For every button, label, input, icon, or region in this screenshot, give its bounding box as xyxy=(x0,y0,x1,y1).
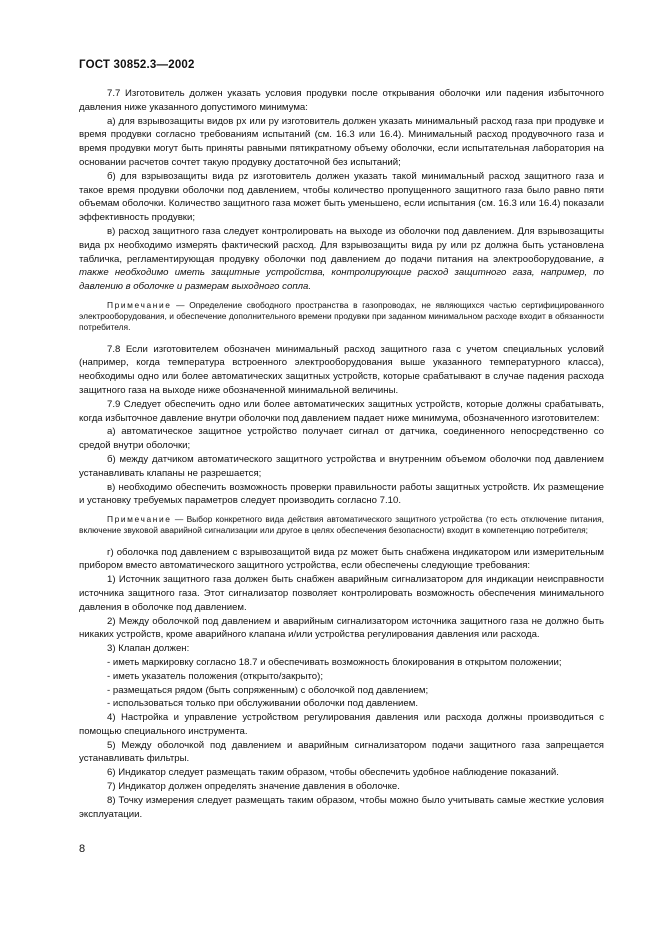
paragraph-7-7-a: а) для взрывозащиты видов px или py изготовитель должен указать минимальный расход газа при продувке и время продувки согласно требованиям испытаний (см. 16.3 или 16.4). Минимальный расход продувочного газа и время продувки могут быть приняты равными пятикратному объему оболочки, если испытательная лаборатория на основании расчетов сочтет такую продувку достаточной без испытаний; xyxy=(79,115,604,168)
note-1-text: — Определение свободного пространства в газопроводах, не являющихся частью сертифицированного электрооборудования, и обеспечение дополнительного времени продувки при заданном минимальном расходе входит в обязанности потребителя. xyxy=(79,299,604,333)
paragraph-g-8: 8) Точку измерения следует размещать таким образом, чтобы можно было учитывать самые жесткие условия эксплуатации. xyxy=(79,794,604,820)
paragraph-7-9-v: в) необходимо обеспечить возможность проверки правильности работы защитных устройств. Их размещение и установку требуемых параметров следует производить согласно 7.10. xyxy=(79,481,604,507)
paragraph-g-1: 1) Источник защитного газа должен быть снабжен аварийным сигнализатором для индикации неисправности источника защитного газа. Этот сигнализатор позволяет контролировать возможность обеспечения минимального давления в оболочке под давлением. xyxy=(79,574,604,613)
paragraph-7-7-v xyxy=(79,225,604,294)
paragraph-g-2: 2) Между оболочкой под давлением и аварийным сигнализатором источника защитного газа не должно быть никаких устройств, кроме аварийного клапана и/или устройства регулирования давления или расхода. xyxy=(79,615,604,641)
paragraph-g-3: 3) Клапан должен: xyxy=(107,643,190,655)
paragraph-g-6: 6) Индикатор следует размещать таким образом, чтобы обеспечить удобное наблюдение показаний. xyxy=(107,767,559,779)
paragraph-g: г) оболочка под давлением с взрывозащитой вида pz может быть снабжена индикатором или измерительным прибором вместо автоматического защитного устройства, если обеспечены следующие требования: xyxy=(79,546,604,572)
note-1 xyxy=(79,300,604,334)
paragraph-7-9-b: б) между датчиком автоматического защитного устройства и внутренним объемом оболочки под давлением устанавливать клапаны не разрешается; xyxy=(79,453,604,479)
paragraph-g-5: 5) Между оболочкой под давлением и аварийным сигнализатором подачи защитного газа запрещается устанавливать фильтры. xyxy=(79,739,604,765)
paragraph-7-7-v-text: в) расход защитного газа следует контролировать на выходе из оболочки под давлением. Для взрывозащиты вида px необходимо измерять фактический расход. Для взрывозащиты вида py или pz должна быть установлена табличка, регламентирующая продувку оболочки под давлением до подачи питания на электрооборудование, xyxy=(79,225,604,265)
document-header: ГОСТ 30852.3—2002 xyxy=(79,59,195,71)
paragraph-7-7-b: б) для взрывозащиты вида pz изготовитель должен указать такой минимальный расход защитного газа и такое время продувки оболочки под давлением, чтобы количество пропущенного защитного газа было равно пяти объемам оболочки. Количество защитного газа может быть уменьшено, если испытания (см. 16.3 или 16.4) показали эффективность продувки; xyxy=(79,170,604,224)
paragraph-7-7: 7.7 Изготовитель должен указать условия продувки после открывания оболочки или падения избыточного давления ниже указанного допустимого минимума: xyxy=(79,88,604,113)
valve-requirement-item: - иметь маркировку согласно 18.7 и обеспечивать возможность блокирования в открытом положении; xyxy=(107,656,562,668)
note-2-text: — Выбор конкретного вида действия автоматического защитного устройства (то есть отключение питания, включение звуковой аварийной сигнализации или другое в целях обеспечения безопасности) входит в компетенцию потребителя; xyxy=(79,514,604,536)
paragraph-7-9: 7.9 Следует обеспечить одно или более автоматических защитных устройств, которые должны срабатывать, когда избыточное давление внутри оболочки под давлением падает ниже минимума, обозначенного изготовителем: xyxy=(79,398,604,424)
valve-requirement-item: - использоваться только при обслуживании оболочки под давлением. xyxy=(107,698,418,710)
paragraph-7-9-a: а) автоматическое защитное устройство получает сигнал от датчика, соединенного непосредственно со средой внутри оболочки; xyxy=(79,426,604,452)
note-2 xyxy=(79,514,604,536)
paragraph-g-4: 4) Настройка и управление устройством регулирования давления или расхода должны производиться с помощью специального инструмента. xyxy=(79,712,604,737)
note-2-label: Примечание xyxy=(107,514,172,525)
page-number: 8 xyxy=(79,843,86,855)
note-1-label: Примечание xyxy=(107,299,172,310)
document-body xyxy=(79,87,604,821)
paragraph-7-7-v-italic: а также необходимо иметь защитные устройства, контролирующие расход защитного газа, например, по давлению в оболочке и размерам выходного сопла. xyxy=(79,253,604,293)
valve-requirement-item: - размещаться рядом (быть сопряженным) с оболочкой под давлением; xyxy=(107,684,429,696)
valve-requirement-item: - иметь указатель положения (открыто/закрыто); xyxy=(107,670,324,682)
paragraph-g-7: 7) Индикатор должен определять значение давления в оболочке. xyxy=(107,781,400,793)
paragraph-7-8: 7.8 Если изготовителем обозначен минимальный расход защитного газа с учетом специальных условий (например, когда температура встроенного электрооборудования выше указанного температурного класса), необходимы одно или более автоматических защитных устройств, которые срабатывают в случае падения расхода защитного газа на выходе ниже обозначенной минимальной величины. xyxy=(79,343,604,396)
